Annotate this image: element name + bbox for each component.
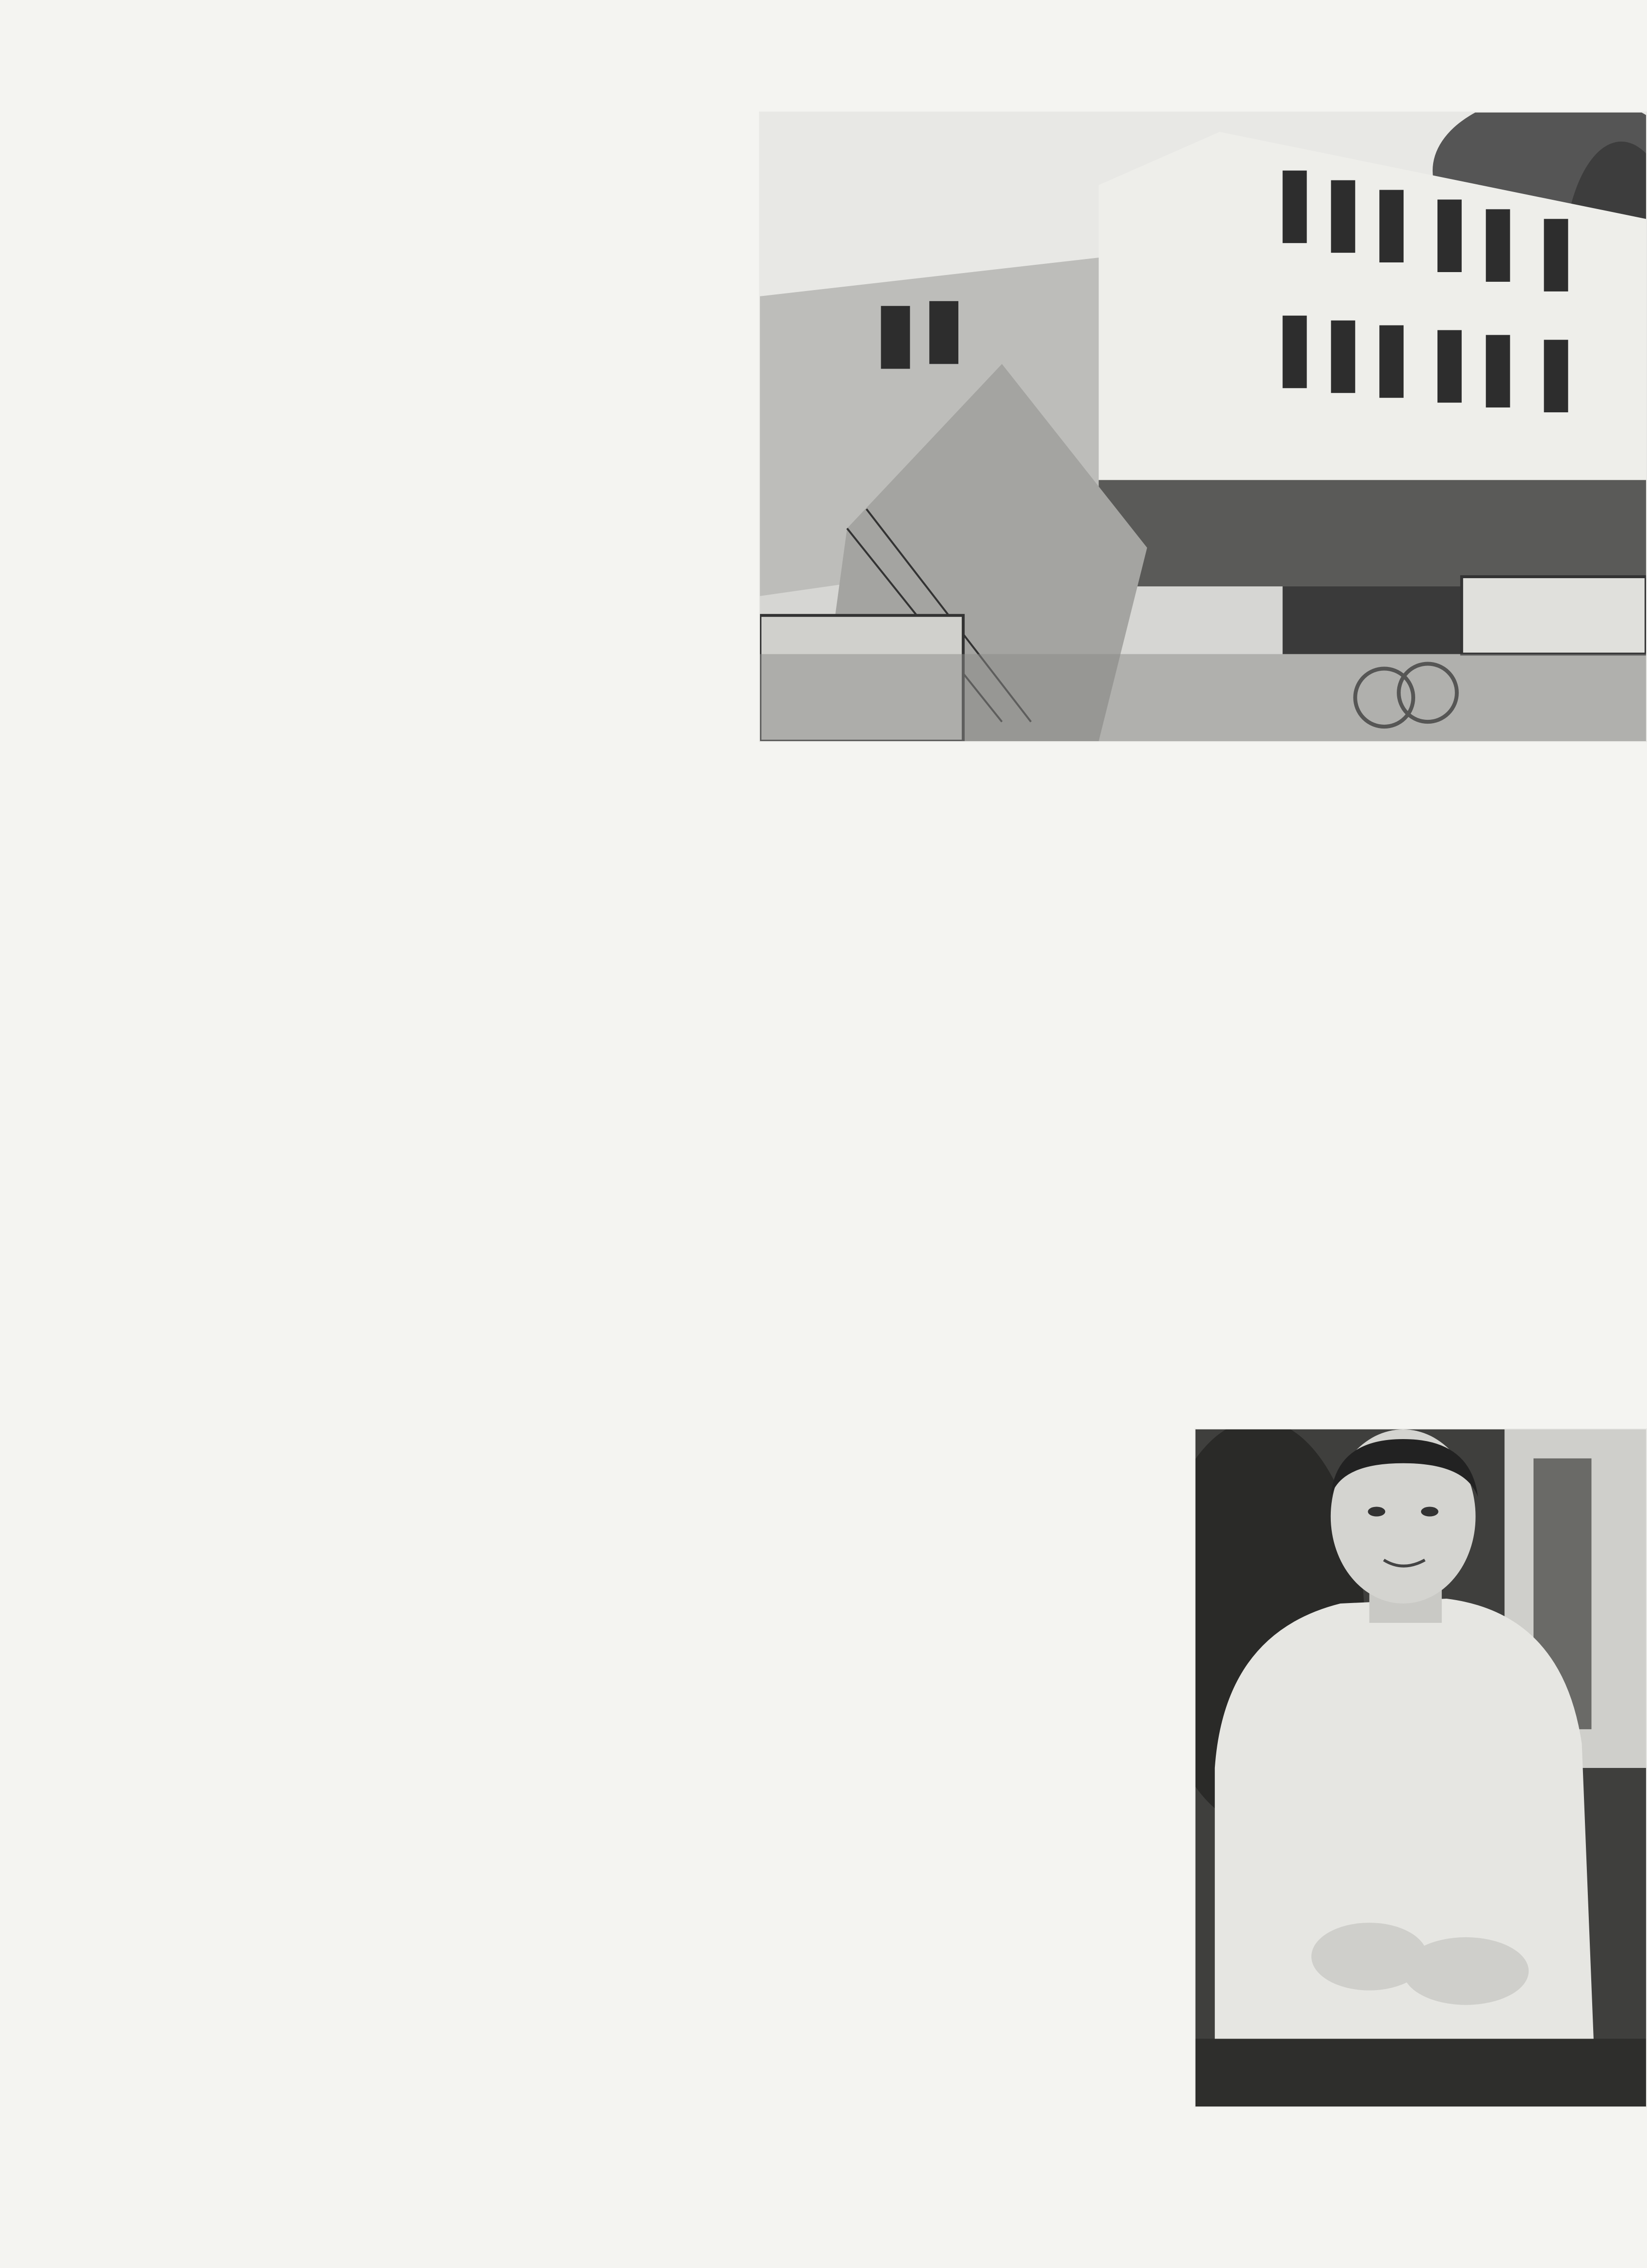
president-photo <box>1195 1428 1647 2107</box>
house-photo <box>759 112 1647 742</box>
title-clip <box>0 718 679 805</box>
